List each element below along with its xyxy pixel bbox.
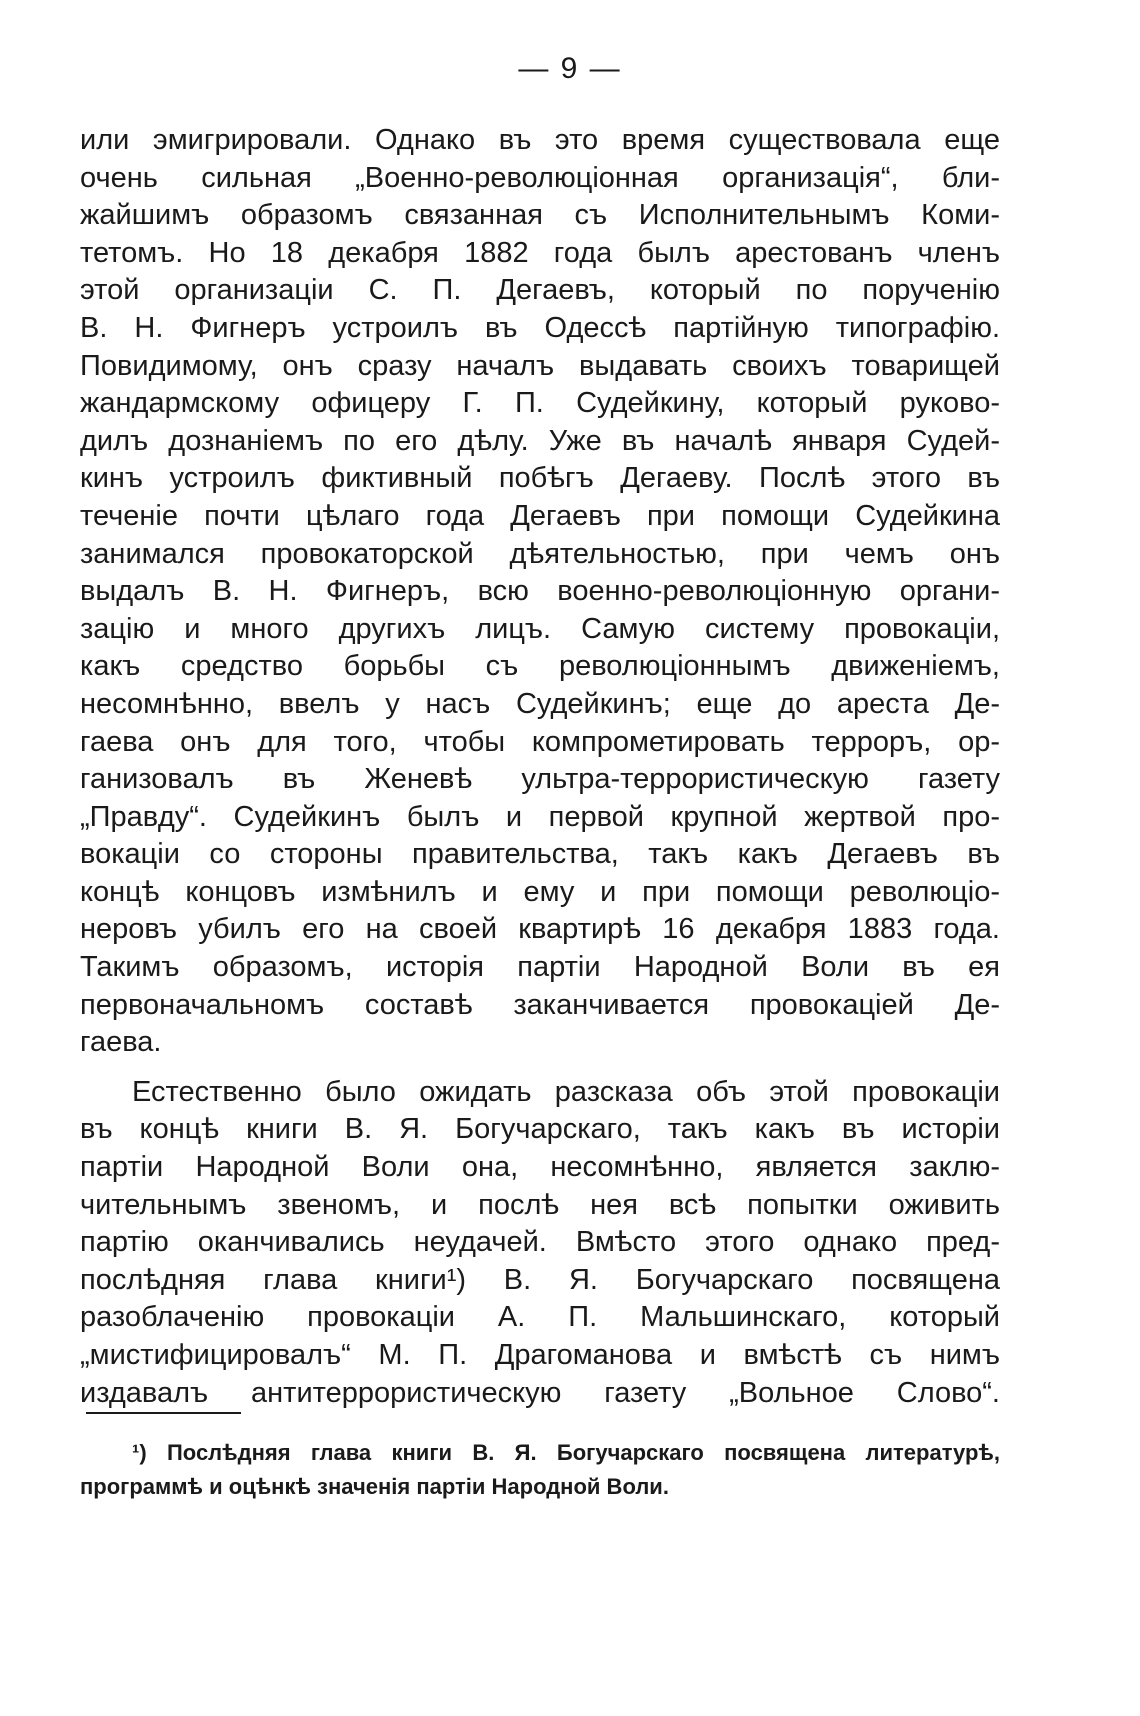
text-line: Повидимому, онъ сразу началъ выдавать своихъ товарищей — [80, 349, 1000, 382]
paragraph-2 — [80, 1074, 1000, 1412]
text-line: партіи Народной Воли она, несомнѣнно, является заклю- — [80, 1151, 1000, 1184]
body-text — [80, 122, 1000, 1412]
text-line: теченіе почти цѣлаго года Дегаевъ при помощи Судейкина — [80, 499, 1000, 532]
text-line: кинъ устроилъ фиктивный побѣгъ Дегаеву. Послѣ этого въ — [80, 462, 1000, 495]
footnote-line: ¹) Послѣдняя глава книги В. Я. Богучарскаго посвящена литературѣ, — [132, 1440, 1000, 1465]
footnote-line: программѣ и оцѣнкѣ значенія партіи Народной Воли. — [80, 1474, 669, 1499]
text-line: Такимъ образомъ, исторія партіи Народной Воли въ ея — [80, 951, 1000, 984]
text-line: жайшимъ образомъ связанная съ Исполнительнымъ Коми- — [80, 199, 1000, 232]
page-number: — 9 — — [518, 52, 622, 85]
text-line: зацію и много другихъ лицъ. Самую систему провокаціи, — [80, 612, 1000, 645]
footnote-divider — [86, 1412, 241, 1414]
text-line: какъ средство борьбы съ революціоннымъ движеніемъ, — [80, 650, 1000, 683]
text-line: выдалъ В. Н. Фигнеръ, всю военно-революціонную органи- — [80, 575, 1000, 608]
text-line: первоначальномъ составѣ заканчивается провокаціей Де- — [80, 988, 1000, 1021]
text-line: ганизовалъ въ Женевѣ ультра-террористическую газету — [80, 763, 1000, 796]
text-line: неровъ убилъ его на своей квартирѣ 16 декабря 1883 года. — [80, 913, 1000, 946]
text-line: занимался провокаторской дѣятельностью, при чемъ онъ — [80, 537, 1000, 570]
text-line: несомнѣнно, ввелъ у насъ Судейкинъ; еще до ареста Де- — [80, 687, 1000, 720]
text-line: гаева онъ для того, чтобы компрометировать терроръ, ор- — [80, 725, 1000, 758]
text-line: Естественно было ожидать разсказа объ этой провокаціи — [132, 1075, 1000, 1108]
text-line: В. Н. Фигнеръ устроилъ въ Одессѣ партійную типографію. — [80, 311, 1000, 344]
paragraph-spacer — [80, 1062, 1000, 1074]
text-line: послѣдняя глава книги¹) В. Я. Богучарскаго посвящена — [80, 1263, 1000, 1296]
text-line: тетомъ. Но 18 декабря 1882 года былъ арестованъ членъ — [80, 236, 1000, 269]
text-line: вокаціи со стороны правительства, такъ какъ Дегаевъ въ — [80, 838, 1000, 871]
text-line: въ концѣ книги В. Я. Богучарскаго, такъ какъ въ исторіи — [80, 1113, 1000, 1146]
text-line: „Правду“. Судейкинъ былъ и первой крупной жертвой про- — [80, 800, 1000, 833]
text-line: дилъ дознаніемъ по его дѣлу. Уже въ началѣ января Судей- — [80, 424, 1000, 457]
text-line: концѣ концовъ измѣнилъ и ему и при помощи революціо- — [80, 875, 1000, 908]
text-line: гаева. — [80, 1026, 162, 1059]
paragraph-1 — [80, 122, 1000, 1062]
text-line: очень сильная „Военно-революціонная организація“, бли- — [80, 161, 1000, 194]
text-line: жандармскому офицеру Г. П. Судейкину, который руково- — [80, 387, 1000, 420]
text-line: „мистифицировалъ“ М. П. Драгоманова и вмѣстѣ съ нимъ — [80, 1339, 1000, 1371]
footnote — [80, 1436, 1000, 1504]
text-line: этой организаціи С. П. Дегаевъ, который по порученію — [80, 274, 1000, 307]
text-line: издавалъ антитеррористическую газету „Вольное Слово“. — [80, 1376, 1000, 1409]
text-line: разоблаченію провокаціи А. П. Мальшинскаго, который — [80, 1301, 1000, 1334]
text-line: чительнымъ звеномъ, и послѣ нея всѣ попытки оживить — [80, 1188, 1000, 1221]
text-line: партію оканчивались неудачей. Вмѣсто этого однако пред- — [80, 1226, 1000, 1259]
text-line: или эмигрировали. Однако въ это время существовала еще — [80, 124, 1000, 156]
